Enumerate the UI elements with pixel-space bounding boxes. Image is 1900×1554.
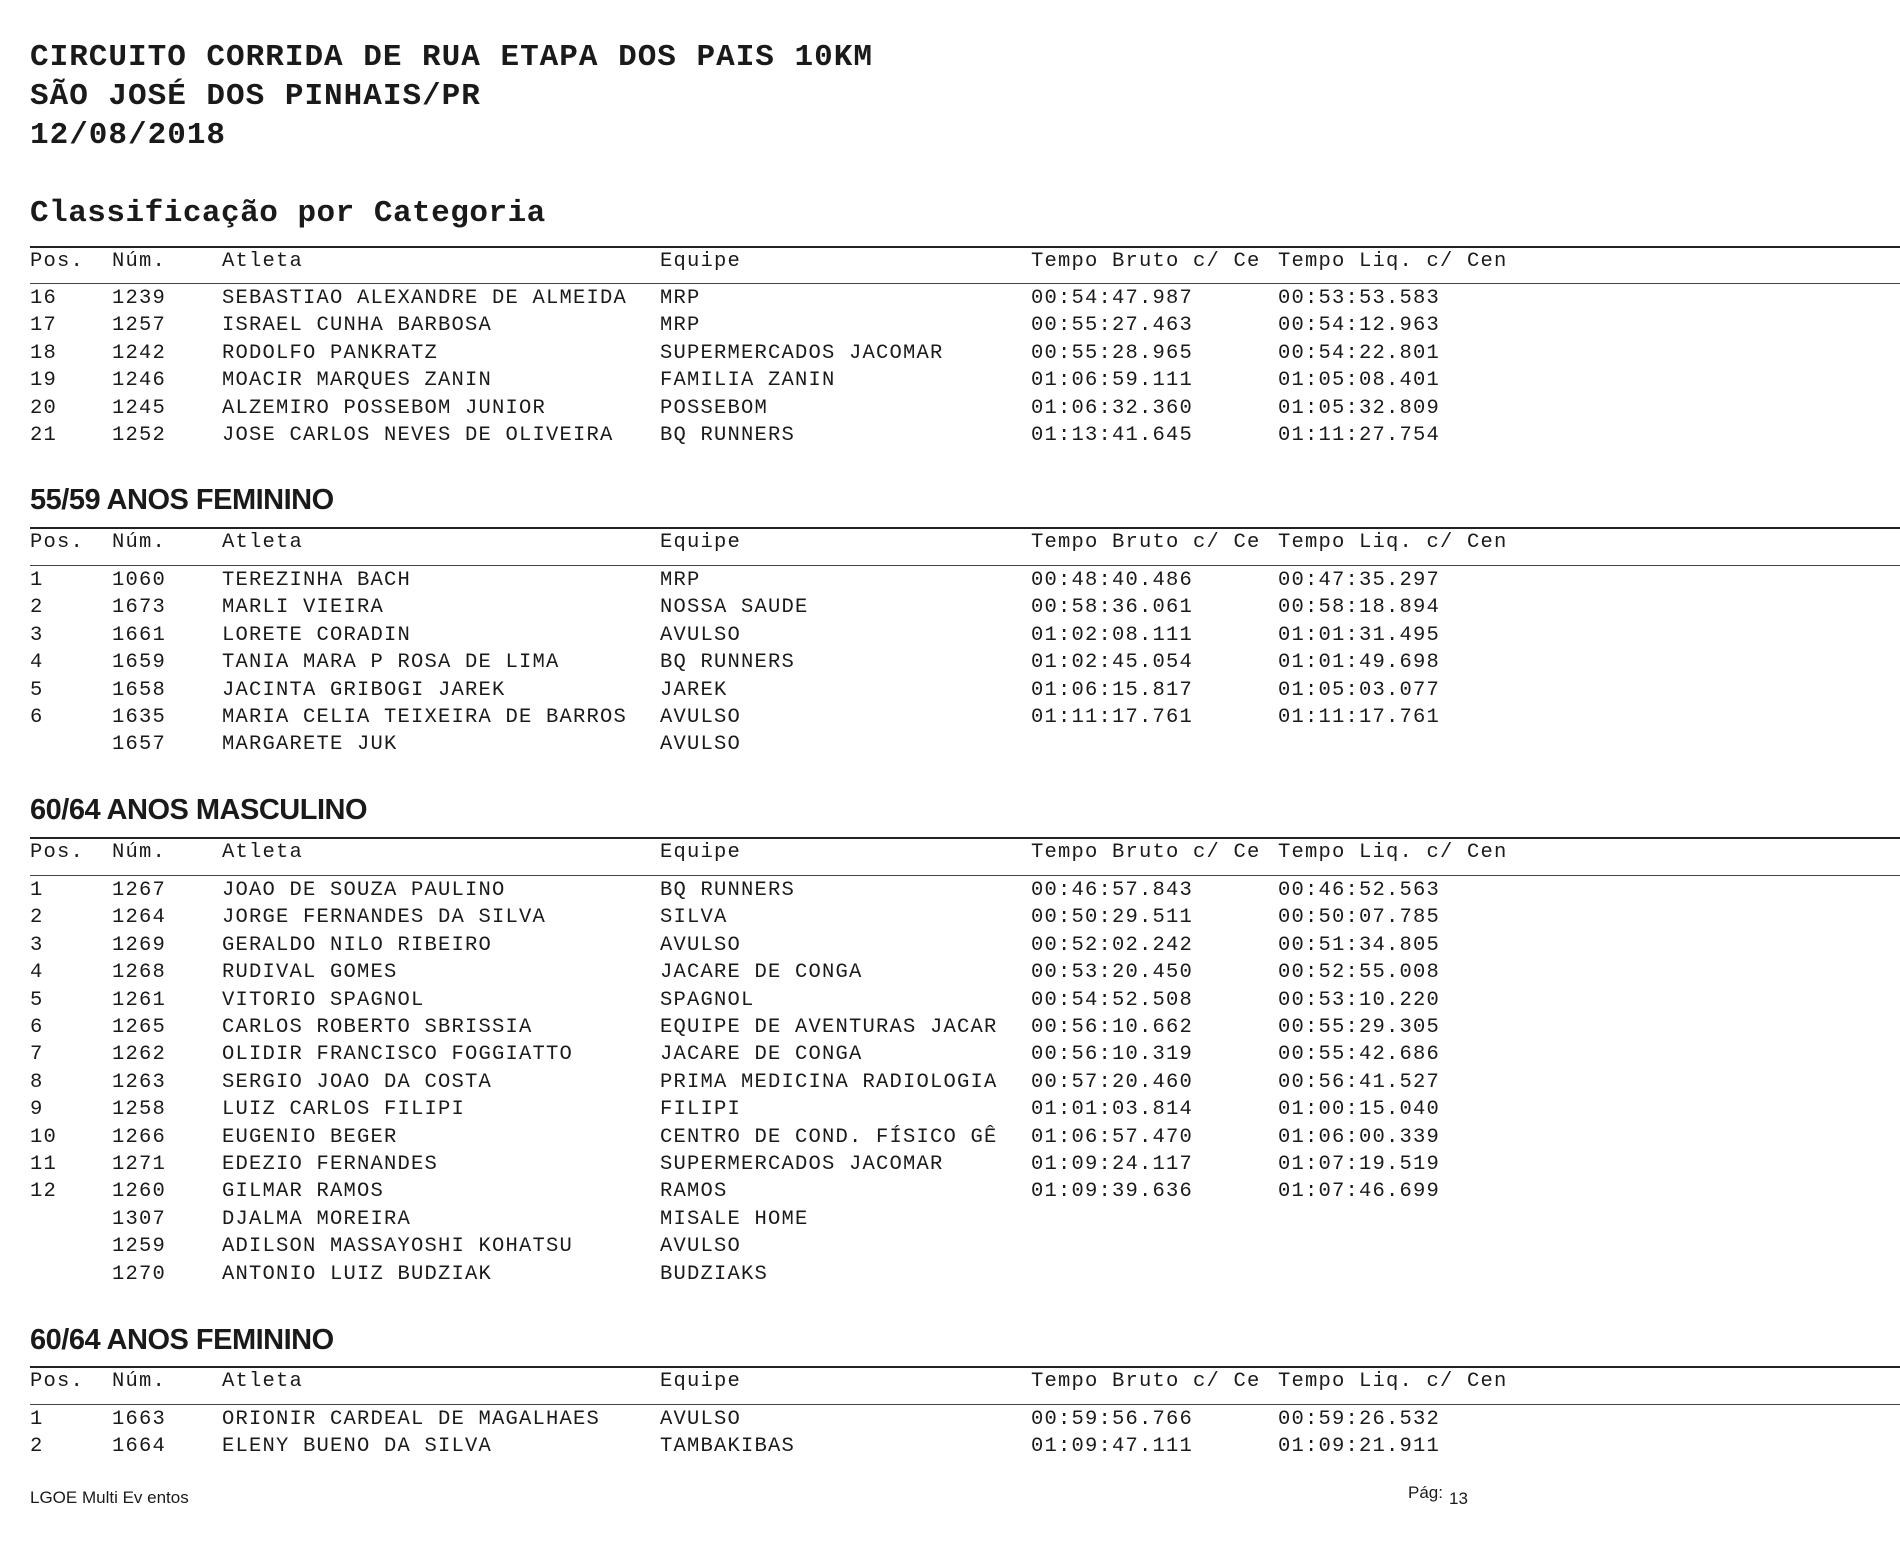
row-tempo-bruto: 00:52:02.242 <box>1031 933 1194 957</box>
table-row <box>0 569 1900 595</box>
row-pos: 6 <box>30 706 44 729</box>
table-top-rule <box>30 1366 1900 1368</box>
row-tempo-liq: 01:07:19.519 <box>1278 1153 1441 1176</box>
row-atleta: ELENY BUENO DA SILVA <box>222 1435 493 1459</box>
row-pos: 6 <box>30 1016 44 1039</box>
row-atleta: ANTONIO LUIZ BUDZIAK <box>222 1262 493 1286</box>
row-atleta: GERALDO NILO RIBEIRO <box>222 933 493 957</box>
row-num: 1307 <box>112 1207 167 1231</box>
row-tempo-bruto: 00:48:40.486 <box>1031 569 1194 592</box>
row-equipe: SUPERMERCADOS JACOMAR <box>660 1153 944 1176</box>
row-equipe: AVULSO <box>660 1408 742 1431</box>
row-num: 1258 <box>112 1098 167 1122</box>
row-atleta: TANIA MARA P ROSA DE LIMA <box>222 651 560 675</box>
row-num: 1060 <box>112 569 167 592</box>
row-num: 1270 <box>112 1262 167 1286</box>
row-num: 1663 <box>112 1408 167 1431</box>
table-row <box>0 1180 1900 1206</box>
footer-page <box>1408 1483 1468 1508</box>
col-atleta: Atleta <box>222 531 304 554</box>
row-tempo-bruto: 00:54:52.508 <box>1031 988 1194 1012</box>
row-num: 1265 <box>112 1016 167 1039</box>
table-row <box>0 1408 1900 1434</box>
row-pos: 9 <box>30 1098 44 1122</box>
row-num: 1264 <box>112 906 167 930</box>
col-num: Núm. <box>112 531 167 554</box>
row-tempo-liq: 00:54:22.801 <box>1278 341 1441 365</box>
row-num: 1242 <box>112 341 167 365</box>
table-row <box>0 424 1900 450</box>
row-num: 1271 <box>112 1153 167 1176</box>
table-top-rule <box>30 837 1900 839</box>
row-atleta: OLIDIR FRANCISCO FOGGIATTO <box>222 1043 574 1067</box>
row-tempo-bruto: 00:55:28.965 <box>1031 341 1194 365</box>
row-tempo-liq: 00:55:42.686 <box>1278 1043 1441 1067</box>
row-tempo-bruto: 01:09:24.117 <box>1031 1153 1194 1176</box>
event-location: SÃO JOSÉ DOS PINHAIS/PR <box>30 79 481 114</box>
row-tempo-bruto: 00:54:47.987 <box>1031 287 1194 310</box>
row-num: 1664 <box>112 1435 167 1459</box>
column-header-row <box>0 531 1900 557</box>
row-num: 1252 <box>112 424 167 447</box>
col-equipe: Equipe <box>660 531 742 554</box>
page-subtitle: Classificação por Categoria <box>30 196 546 231</box>
col-tempo-bruto: Tempo Bruto c/ Ce <box>1031 841 1261 864</box>
row-pos: 10 <box>30 1125 58 1149</box>
page-label: Pág: <box>1408 1483 1443 1502</box>
table-row <box>0 1263 1900 1289</box>
table-row <box>0 624 1900 650</box>
row-pos: 20 <box>30 396 58 420</box>
row-num: 1239 <box>112 287 167 310</box>
row-tempo-bruto: 00:56:10.662 <box>1031 1016 1194 1039</box>
row-tempo-liq: 01:05:32.809 <box>1278 396 1441 420</box>
row-tempo-bruto: 00:58:36.061 <box>1031 596 1194 620</box>
table-row <box>0 989 1900 1015</box>
row-num: 1260 <box>112 1180 167 1204</box>
row-pos: 7 <box>30 1043 44 1067</box>
row-equipe: PRIMA MEDICINA RADIOLOGIA <box>660 1070 998 1094</box>
column-header-row <box>0 841 1900 867</box>
col-pos: Pos. <box>30 250 85 273</box>
row-equipe: JAREK <box>660 678 728 702</box>
table-row <box>0 651 1900 677</box>
table-row <box>0 733 1900 759</box>
table-row <box>0 1043 1900 1069</box>
row-tempo-bruto: 01:11:17.761 <box>1031 706 1194 729</box>
col-tempo-bruto: Tempo Bruto c/ Ce <box>1031 250 1261 273</box>
row-atleta: EDEZIO FERNANDES <box>222 1153 439 1176</box>
row-equipe: AVULSO <box>660 933 742 957</box>
row-equipe: FAMILIA ZANIN <box>660 369 836 393</box>
row-tempo-bruto: 00:55:27.463 <box>1031 314 1194 338</box>
row-pos: 12 <box>30 1180 58 1204</box>
row-equipe: SILVA <box>660 906 728 930</box>
row-equipe: CENTRO DE COND. FÍSICO GÊ <box>660 1125 998 1149</box>
row-tempo-liq: 01:05:08.401 <box>1278 369 1441 393</box>
row-tempo-liq: 00:47:35.297 <box>1278 569 1441 592</box>
row-equipe: BUDZIAKS <box>660 1262 769 1286</box>
row-tempo-bruto: 00:56:10.319 <box>1031 1043 1194 1067</box>
row-tempo-bruto: 00:57:20.460 <box>1031 1070 1194 1094</box>
row-tempo-liq: 00:54:12.963 <box>1278 314 1441 338</box>
row-tempo-liq: 01:01:49.698 <box>1278 651 1441 675</box>
column-header-row <box>0 250 1900 276</box>
row-atleta: RUDIVAL GOMES <box>222 961 398 985</box>
row-pos: 8 <box>30 1070 44 1094</box>
table-row <box>0 397 1900 423</box>
row-num: 1659 <box>112 651 167 675</box>
col-tempo-liq: Tempo Liq. c/ Cen <box>1278 841 1508 864</box>
row-tempo-bruto: 01:13:41.645 <box>1031 424 1194 447</box>
row-tempo-liq: 01:11:27.754 <box>1278 424 1441 447</box>
row-tempo-liq: 00:59:26.532 <box>1278 1408 1441 1431</box>
row-atleta: ORIONIR CARDEAL DE MAGALHAES <box>222 1408 601 1431</box>
row-equipe: SUPERMERCADOS JACOMAR <box>660 341 944 365</box>
row-atleta: ISRAEL CUNHA BARBOSA <box>222 314 493 338</box>
header-bottom-rule <box>30 1404 1900 1405</box>
table-row <box>0 1153 1900 1179</box>
row-tempo-liq: 01:01:31.495 <box>1278 623 1441 647</box>
row-pos: 1 <box>30 569 44 592</box>
table-row <box>0 706 1900 732</box>
col-equipe: Equipe <box>660 1370 742 1393</box>
col-equipe: Equipe <box>660 250 742 273</box>
row-atleta: TEREZINHA BACH <box>222 569 412 592</box>
row-equipe: FILIPI <box>660 1098 742 1122</box>
row-equipe: JACARE DE CONGA <box>660 1043 863 1067</box>
table-top-rule <box>30 246 1900 248</box>
row-equipe: EQUIPE DE AVENTURAS JACAR <box>660 1016 998 1039</box>
row-pos: 5 <box>30 988 44 1012</box>
row-atleta: MOACIR MARQUES ZANIN <box>222 369 493 393</box>
table-row <box>0 679 1900 705</box>
row-pos: 11 <box>30 1153 58 1176</box>
row-equipe: JACARE DE CONGA <box>660 961 863 985</box>
row-pos: 19 <box>30 369 58 393</box>
row-equipe: MRP <box>660 287 701 310</box>
row-tempo-bruto: 01:06:15.817 <box>1031 678 1194 702</box>
row-num: 1246 <box>112 369 167 393</box>
row-pos: 2 <box>30 906 44 930</box>
column-header-row <box>0 1370 1900 1396</box>
row-num: 1657 <box>112 733 167 757</box>
row-pos: 16 <box>30 287 58 310</box>
row-tempo-liq: 00:51:34.805 <box>1278 933 1441 957</box>
row-atleta: JACINTA GRIBOGI JAREK <box>222 678 506 702</box>
row-num: 1259 <box>112 1235 167 1259</box>
row-atleta: JOSE CARLOS NEVES DE OLIVEIRA <box>222 424 614 447</box>
table-row <box>0 906 1900 932</box>
table-row <box>0 314 1900 340</box>
row-atleta: RODOLFO PANKRATZ <box>222 341 439 365</box>
col-equipe: Equipe <box>660 841 742 864</box>
col-tempo-liq: Tempo Liq. c/ Cen <box>1278 1370 1508 1393</box>
row-equipe: AVULSO <box>660 733 742 757</box>
table-row <box>0 1435 1900 1461</box>
row-tempo-liq: 00:58:18.894 <box>1278 596 1441 620</box>
row-num: 1257 <box>112 314 167 338</box>
row-tempo-liq: 00:53:53.583 <box>1278 287 1441 310</box>
row-tempo-liq: 01:07:46.699 <box>1278 1180 1441 1204</box>
row-equipe: SPAGNOL <box>660 988 755 1012</box>
row-atleta: GILMAR RAMOS <box>222 1180 385 1204</box>
col-num: Núm. <box>112 250 167 273</box>
table-row <box>0 1071 1900 1097</box>
col-pos: Pos. <box>30 841 85 864</box>
table-top-rule <box>30 527 1900 529</box>
row-tempo-liq: 00:55:29.305 <box>1278 1016 1441 1039</box>
table-row <box>0 287 1900 313</box>
row-tempo-liq: 00:53:10.220 <box>1278 988 1441 1012</box>
row-atleta: DJALMA MOREIRA <box>222 1207 412 1231</box>
row-equipe: POSSEBOM <box>660 396 769 420</box>
row-tempo-bruto: 01:06:59.111 <box>1031 369 1194 393</box>
col-atleta: Atleta <box>222 841 304 864</box>
row-num: 1262 <box>112 1043 167 1067</box>
table-row <box>0 342 1900 368</box>
row-pos: 3 <box>30 623 44 647</box>
table-row <box>0 1126 1900 1152</box>
page-number: 13 <box>1448 1489 1468 1508</box>
row-pos: 1 <box>30 879 44 902</box>
col-num: Núm. <box>112 841 167 864</box>
row-tempo-bruto: 00:59:56.766 <box>1031 1408 1194 1431</box>
row-num: 1658 <box>112 678 167 702</box>
row-pos: 4 <box>30 961 44 985</box>
row-num: 1673 <box>112 596 167 620</box>
row-equipe: BQ RUNNERS <box>660 651 796 675</box>
row-atleta: MARIA CELIA TEIXEIRA DE BARROS <box>222 706 628 729</box>
table-row <box>0 879 1900 905</box>
header-bottom-rule <box>30 565 1900 566</box>
row-atleta: MARGARETE JUK <box>222 733 398 757</box>
row-atleta: LUIZ CARLOS FILIPI <box>222 1098 466 1122</box>
row-tempo-bruto: 01:06:32.360 <box>1031 396 1194 420</box>
table-row <box>0 1208 1900 1234</box>
category-title: 60/64 ANOS FEMININO <box>30 1324 334 1356</box>
row-equipe: AVULSO <box>660 1235 742 1259</box>
col-atleta: Atleta <box>222 250 304 273</box>
row-atleta: VITORIO SPAGNOL <box>222 988 425 1012</box>
event-title: CIRCUITO CORRIDA DE RUA ETAPA DOS PAIS 10KM <box>30 40 873 75</box>
row-num: 1267 <box>112 879 167 902</box>
row-atleta: CARLOS ROBERTO SBRISSIA <box>222 1016 533 1039</box>
row-tempo-liq: 00:46:52.563 <box>1278 879 1441 902</box>
row-atleta: ALZEMIRO POSSEBOM JUNIOR <box>222 396 547 420</box>
row-pos: 3 <box>30 933 44 957</box>
row-pos: 2 <box>30 1435 44 1459</box>
row-atleta: SEBASTIAO ALEXANDRE DE ALMEIDA <box>222 287 628 310</box>
row-equipe: AVULSO <box>660 706 742 729</box>
row-tempo-bruto: 01:09:39.636 <box>1031 1180 1194 1204</box>
row-pos: 1 <box>30 1408 44 1431</box>
col-tempo-bruto: Tempo Bruto c/ Ce <box>1031 531 1261 554</box>
row-num: 1245 <box>112 396 167 420</box>
row-pos: 17 <box>30 314 58 338</box>
col-tempo-liq: Tempo Liq. c/ Cen <box>1278 250 1508 273</box>
row-atleta: LORETE CORADIN <box>222 623 412 647</box>
header-bottom-rule <box>30 875 1900 876</box>
table-row <box>0 369 1900 395</box>
row-pos: 21 <box>30 424 58 447</box>
row-equipe: MISALE HOME <box>660 1207 809 1231</box>
row-num: 1266 <box>112 1125 167 1149</box>
row-pos: 18 <box>30 341 58 365</box>
row-equipe: TAMBAKIBAS <box>660 1435 796 1459</box>
row-tempo-liq: 00:50:07.785 <box>1278 906 1441 930</box>
col-tempo-bruto: Tempo Bruto c/ Ce <box>1031 1370 1261 1393</box>
row-num: 1661 <box>112 623 167 647</box>
row-num: 1261 <box>112 988 167 1012</box>
table-row <box>0 596 1900 622</box>
col-num: Núm. <box>112 1370 167 1393</box>
row-tempo-liq: 00:52:55.008 <box>1278 961 1441 985</box>
table-row <box>0 934 1900 960</box>
row-equipe: MRP <box>660 569 701 592</box>
row-tempo-liq: 01:00:15.040 <box>1278 1098 1441 1122</box>
row-tempo-bruto: 01:06:57.470 <box>1031 1125 1194 1149</box>
row-atleta: MARLI VIEIRA <box>222 596 385 620</box>
row-num: 1269 <box>112 933 167 957</box>
row-pos: 2 <box>30 596 44 620</box>
row-equipe: RAMOS <box>660 1180 728 1204</box>
category-title: 55/59 ANOS FEMININO <box>30 484 334 516</box>
footer-company: LGOE Multi Ev entos <box>30 1488 189 1507</box>
row-tempo-bruto: 00:50:29.511 <box>1031 906 1194 930</box>
row-tempo-liq: 01:09:21.911 <box>1278 1435 1441 1459</box>
row-equipe: NOSSA SAUDE <box>660 596 809 620</box>
row-atleta: SERGIO JOAO DA COSTA <box>222 1070 493 1094</box>
row-atleta: JORGE FERNANDES DA SILVA <box>222 906 547 930</box>
row-pos: 5 <box>30 678 44 702</box>
row-pos: 4 <box>30 651 44 675</box>
row-tempo-bruto: 00:46:57.843 <box>1031 879 1194 902</box>
col-pos: Pos. <box>30 531 85 554</box>
category-title: 60/64 ANOS MASCULINO <box>30 794 367 826</box>
event-date: 12/08/2018 <box>30 118 227 153</box>
row-num: 1268 <box>112 961 167 985</box>
header-bottom-rule <box>30 283 1900 284</box>
row-num: 1263 <box>112 1070 167 1094</box>
row-equipe: AVULSO <box>660 623 742 647</box>
col-tempo-liq: Tempo Liq. c/ Cen <box>1278 531 1508 554</box>
row-tempo-liq: 01:11:17.761 <box>1278 706 1441 729</box>
row-tempo-liq: 01:06:00.339 <box>1278 1125 1441 1149</box>
row-atleta: ADILSON MASSAYOSHI KOHATSU <box>222 1235 574 1259</box>
row-tempo-bruto: 01:02:08.111 <box>1031 623 1194 647</box>
row-equipe: MRP <box>660 314 701 338</box>
row-num: 1635 <box>112 706 167 729</box>
row-atleta: JOAO DE SOUZA PAULINO <box>222 879 506 902</box>
row-equipe: BQ RUNNERS <box>660 879 796 902</box>
row-tempo-bruto: 01:09:47.111 <box>1031 1435 1194 1459</box>
row-tempo-bruto: 01:02:45.054 <box>1031 651 1194 675</box>
row-tempo-liq: 00:56:41.527 <box>1278 1070 1441 1094</box>
row-tempo-bruto: 00:53:20.450 <box>1031 961 1194 985</box>
table-row <box>0 961 1900 987</box>
table-row <box>0 1016 1900 1042</box>
row-tempo-liq: 01:05:03.077 <box>1278 678 1441 702</box>
row-equipe: BQ RUNNERS <box>660 424 796 447</box>
col-atleta: Atleta <box>222 1370 304 1393</box>
table-row <box>0 1098 1900 1124</box>
row-tempo-bruto: 01:01:03.814 <box>1031 1098 1194 1122</box>
col-pos: Pos. <box>30 1370 85 1393</box>
table-row <box>0 1235 1900 1261</box>
row-atleta: EUGENIO BEGER <box>222 1125 398 1149</box>
